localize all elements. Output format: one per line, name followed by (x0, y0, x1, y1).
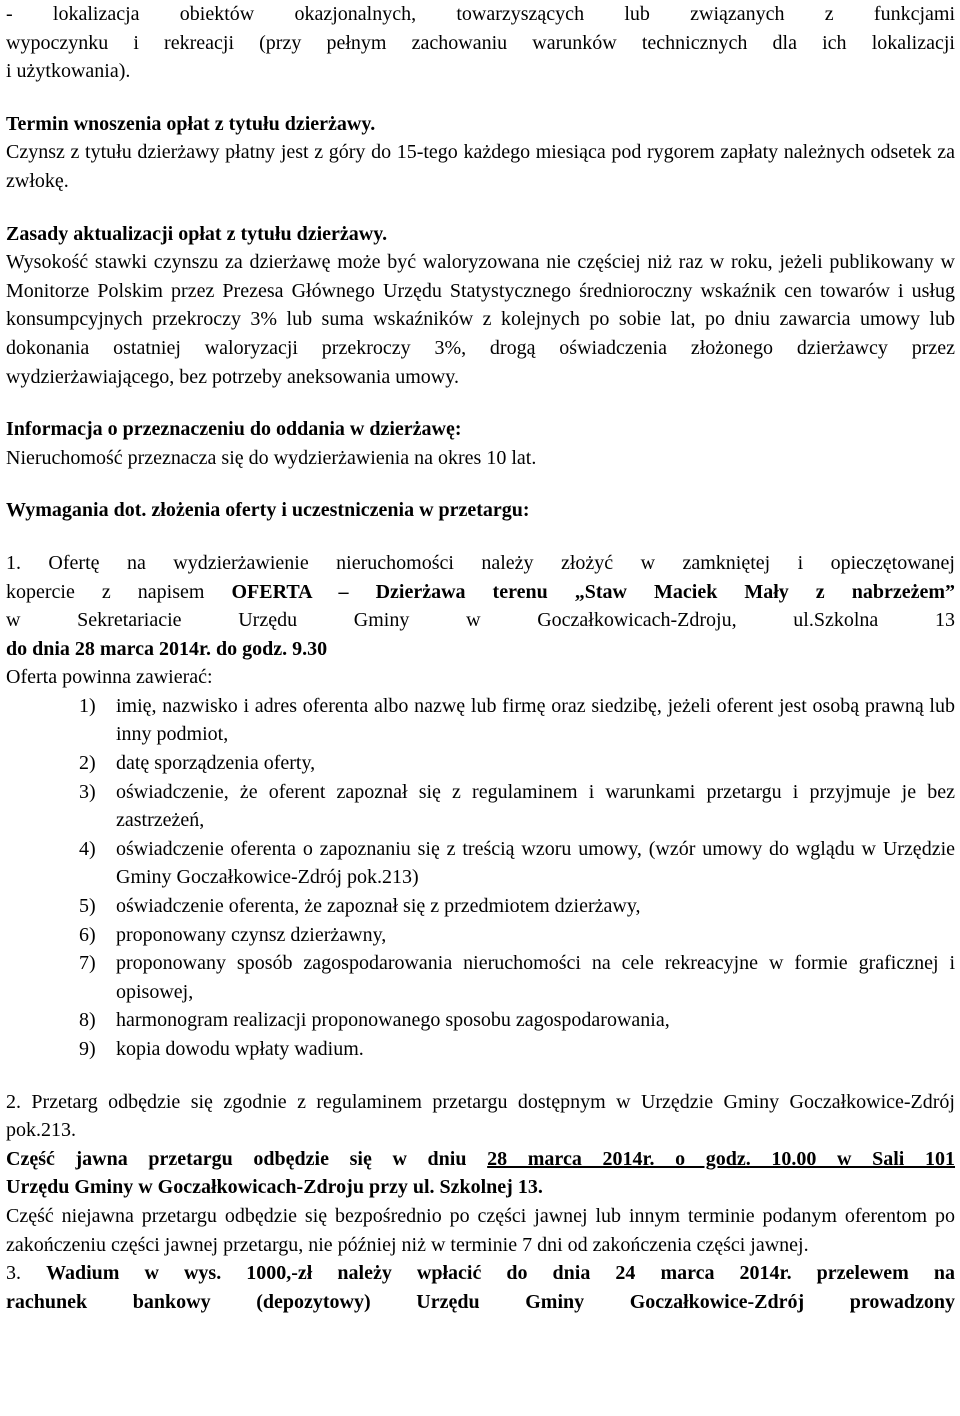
document-page (6, 0, 955, 1316)
public-session-line-2: Urzędu Gminy w Goczałkowicach-Zdroju przy ul. Szkolnej 13. (6, 1176, 543, 1199)
zasady-text: Wysokość stawki czynszu za dzierżawę może być waloryzowana nie częściej niż raz w roku, jeżeli publikowany w Monitorze Polskim przez Prezesa Głównego Urzędu Statystycznego średnioroczny wskaźnik cen towarów i usług konsumpcyjnych przekroczy 3% lub suma wskaźników z kolejnych po sobie lat, po dniu zawarcia umowy lub dokonania ostatniej waloryzacji przekroczy 3%, drogą oświadczenia złożonego dzierżawcy przez wydzierżawiającego, bez potrzeby aneksowania umowy. (6, 251, 955, 388)
informacja-text: Nieruchomość przeznacza się do wydzierżawienia na okres 10 lat. (6, 446, 537, 469)
oferta-intro: Oferta powinna zawierać: (6, 666, 213, 689)
list-item: 6) proponowany czynsz dzierżawny, (79, 923, 387, 946)
intro-line-3: i użytkowania). (6, 60, 131, 83)
regulamin-paragraph: 2. Przetarg odbędzie się zgodnie z regulaminem przetargu dostępnym w Urzędzie Gminy Goczałkowice-Zdrój pok.213. (6, 1090, 955, 1142)
list-item: 8) harmonogram realizacji proponowanego sposobu zagospodarowania, (79, 1009, 670, 1032)
zasady-heading: Zasady aktualizacji opłat z tytułu dzierżawy. (6, 222, 388, 245)
offer-deadline: do dnia 28 marca 2014r. do godz. 9.30 (6, 637, 328, 660)
public-session-line-1 (6, 1145, 955, 1174)
wadium-line-2: rachunek bankowy (depozytowy) Urzędu Gminy Goczałkowice-Zdrój prowadzony (6, 1290, 955, 1313)
offer-paragraph-line-1: 1. Ofertę na wydzierżawienie nieruchomości należy złożyć w zamkniętej i opieczętowanej (6, 551, 955, 574)
list-item: 7) proponowany sposób zagospodarowania nieruchomości na cele rekreacyjne w formie graficznej i opisowej, (79, 952, 955, 1003)
public-session-date: 28 marca 2014r. o godz. 10.00 w Sali 101 (487, 1147, 956, 1170)
intro-line-1: - lokalizacja obiektów okazjonalnych, towarzyszących lub związanych z funkcjami (6, 3, 955, 25)
list-item: 1) imię, nazwisko i adres oferenta albo nazwę lub firmę oraz siedzibę, jeżeli oferent jest osobą prawną lub inny podmiot, (79, 694, 955, 746)
wymagania-heading: Wymagania dot. złożenia oferty i uczestniczenia w przetargu: (6, 499, 530, 522)
wadium-number: 3. (6, 1262, 47, 1285)
envelope-label-intro: kopercie z napisem (6, 580, 232, 603)
public-session-intro: Część jawna przetargu odbędzie się w dniu (6, 1147, 488, 1170)
termin-heading: Termin wnoszenia opłat z tytułu dzierżawy. (6, 112, 376, 135)
informacja-heading: Informacja o przeznaczeniu do oddania w dzierżawę: (6, 418, 462, 441)
list-item: 2) datę sporządzenia oferty, (79, 752, 316, 775)
wadium-line-1 (6, 1259, 955, 1288)
termin-text: Czynsz z tytułu dzierżawy płatny jest z góry do 15-tego każdego miesiąca pod rygorem zapłaty należnych odsetek za zwłokę. (6, 141, 955, 192)
non-public-session: Część niejawna przetargu odbędzie się bezpośrednio po części jawnej lub innym terminie podanym oferentom po zakończeniu części jawnej przetargu, nie później niż w terminie 7 dni od zakończenia części jawnej. (6, 1204, 955, 1256)
wadium-text: Wadium w wys. 1000,-zł należy wpłacić do dnia 24 marca 2014r. przelewem na (46, 1262, 955, 1285)
list-item: 5) oświadczenie oferenta, że zapoznał się z przedmiotem dzierżawy, (79, 895, 641, 918)
offer-requirements-list (6, 692, 955, 1064)
list-item: 3) oświadczenie, że oferent zapoznał się z regulaminem i warunkami przetargu i przyjmuje je bez zastrzeżeń, (79, 780, 955, 832)
offer-paragraph-line-2 (6, 578, 955, 607)
list-item: 9) kopia dowodu wpłaty wadium. (79, 1038, 364, 1060)
envelope-label-text: OFERTA – Dzierżawa terenu „Staw Maciek Mały z nabrzeżem” (231, 580, 955, 603)
offer-paragraph-line-3: w Sekretariacie Urzędu Gminy w Goczałkowicach-Zdroju, ul.Szkolna 13 (6, 609, 955, 632)
intro-line-2: wypoczynku i rekreacji (przy pełnym zachowaniu warunków technicznych dla ich lokalizacji (6, 31, 955, 54)
list-item: 4) oświadczenie oferenta o zapoznaniu się z treścią wzoru umowy, (wzór umowy do wglądu w Urzędzie Gminy Goczałkowice-Zdrój pok.213) (79, 837, 955, 889)
